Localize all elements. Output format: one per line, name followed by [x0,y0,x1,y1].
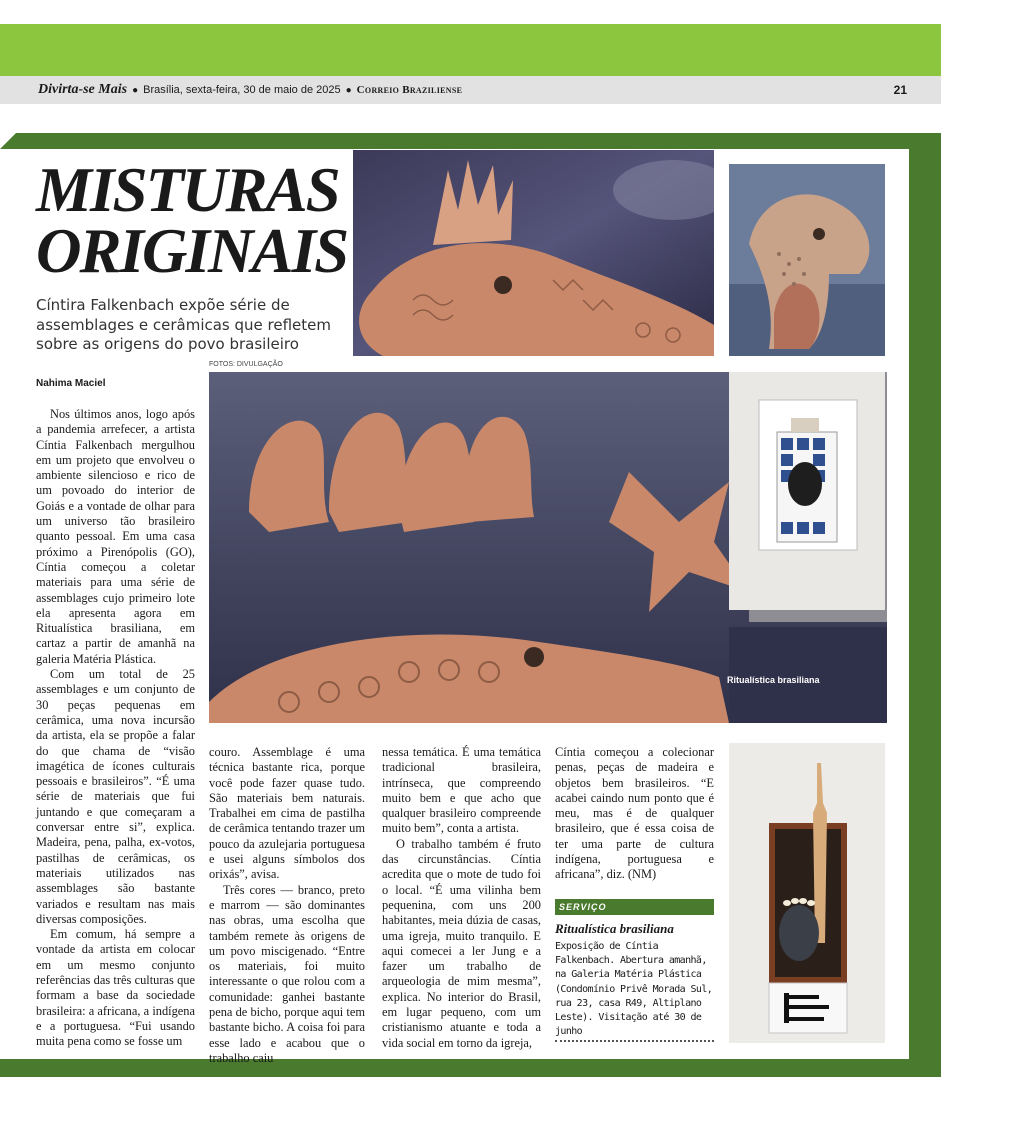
paragraph: Três cores — branco, preto e marrom — são dominantes nas obras, uma escolha que também remete às origens de um povo miscigenado. “Entre os materiais, foi muito interessante o que rolou com a comunidade: ganhei bastante pena de bicho, porque aqui tem bastante bicho. A coisa foi para esse lado e acabou que o trabalho caiu [209,882,365,1065]
headline [36,155,356,286]
photo-credit: FOTOS: DIVULGAÇÃO [209,361,283,368]
paragraph: couro. Assemblage é uma técnica bastante rica, porque você pode fazer quase tudo. São materiais bem naturais. Trabalhei em cima de pastilha de cerâmica tentando trazer um pouco da azulejaria portuguesa e usei alguns símbolos dos orixás”, avisa. [209,745,365,882]
page-folio [0,76,941,104]
section-name: Divirta-se Mais [38,82,128,97]
headline-line-1: MISTURAS [36,155,339,225]
top-color-bar [0,24,941,76]
photo-caption: Ritualística brasiliana [727,675,820,685]
paragraph: Cíntia começou a colecionar penas, peças de madeira e objetos bem brasileiros. “E acabei caindo num ponto que é meu, mas é de qualquer brasileiro, que é essa coisa de ter uma parte de cultura indígena, portuguesa e africana”, diz. (NM) [555,745,714,882]
bullet-icon: ● [132,84,139,96]
article-column-3 [382,745,541,1051]
servico-details: Exposição de Cíntia Falkenbach. Abertura amanhã, na Galeria Matéria Plástica (Condomínio Privê Morada Sul, rua 23, casa R49, Altiplano Leste). Visitação até 30 de junho [555,941,713,1038]
newspaper-name: Correio Braziliense [356,84,463,96]
paragraph: Com um total de 25 assemblages e um conjunto de 30 peças pequenas em cerâmica, uma nova incursão da artista, ela se propõe a falar do que chama de “visão imagética de ícones culturais pessoais e brasileiros”. “É uma série de materiais que fui juntando e que começaram a conversar entre si”, explica. Madeira, pena, palha, ex-votos, pastilhas de cerâmicas, os materiais utilizados nas assemblages são bastante variados e resultam nas mais diversas composições. [36,667,195,926]
paragraph: Em comum, há sempre a vontade da artista em colocar em um mesmo conjunto referências das três culturas que formam a base da sociedade brasileira: a africana, a indígena e a portuguesa. “Fui usando muita pena como se fosse um [36,927,195,1049]
photo-clay-fish [353,150,714,356]
article-column-2 [209,745,365,1066]
paragraph: Nos últimos anos, logo após a pandemia arrefecer, a artista Cíntia Falkenbach mergulhou em um projeto que envolveu o ambiente silencioso e rico de um povoado do interior de Goiás e a vontade de olhar para um universo tão brasileiro quanto pessoal. Em uma casa próximo a Pirenópolis (GO), Cíntia começou a coletar materiais para uma série de assemblages cujo primeiro lote ela apresenta agora em Ritualística brasiliana, em cartaz a partir de amanhã na galeria Matéria Plástica. [36,407,195,666]
article-column-1 [36,407,195,1049]
frame-corner-cut [0,133,16,149]
deck-subtitle: Cíntira Falkenbach expõe série de assemblages e cerâmicas que refletem sobre as origens do povo brasileiro [36,296,331,353]
bullet-icon: ● [345,84,352,96]
headline-line-2: ORIGINAIS [36,216,348,286]
photo-clay-figure [729,164,885,356]
byline: Nahima Maciel [36,378,106,389]
article-column-4 [555,745,714,883]
paragraph: nessa temática. É uma temática tradicional brasileira, intrínseca, que compreendo muito bem e que acho que qualquer brasileiro compreende muito bem”, conta a artista. [382,745,541,836]
dotted-divider [555,1040,714,1042]
paragraph: O trabalho também é fruto das circunstâncias. Cíntia acredita que o mote de tudo foi o local. “É uma vilinha bem pequenina, com uns 200 habitantes, meia dúzia de casas, uma igreja, muito tranquilo. E aqui comecei a ler Jung e a fazer um trabalho de arqueologia de mim mesma”, explica. No interior do Brasil, em lugar pequeno, com um cristianismo atuante e toda a vida social em torno da igreja, [382,836,541,1050]
servico-title: Ritualística brasiliana [555,921,674,936]
servico-label: SERVIÇO [555,899,714,915]
photo-tile-assemblage [729,372,885,610]
folio-date: Brasília, sexta-feira, 30 de maio de 2025 [143,84,341,96]
page-number: 21 [893,83,907,97]
photo-hand-assemblage [729,743,885,1043]
